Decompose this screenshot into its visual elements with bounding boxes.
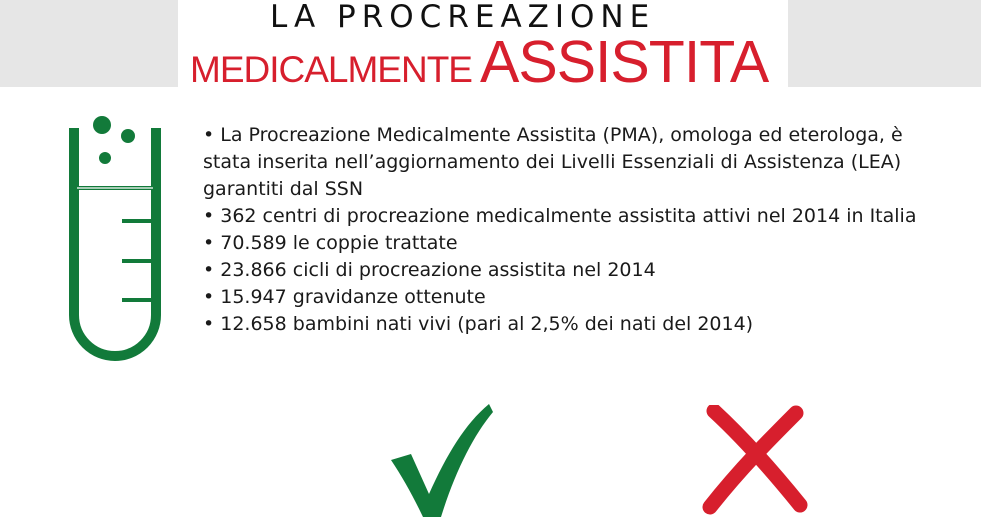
subtitle-medicalmente: MEDICALMENTE [190,49,472,90]
fact-item-coppie: • 70.589 le coppie trattate [203,232,458,254]
fact-item-bambini: • 12.658 bambini nati vivi (pari al 2,5% dei nati del 2014) [203,313,754,335]
fact-item-gravidanze: • 15.947 gravidanze ottenute [203,286,486,308]
cross-icon [700,405,808,515]
page-title: LA PROCREAZIONE [270,0,656,35]
page-subtitle [190,29,769,95]
subtitle-assistita: ASSISTITA [479,29,769,95]
fact-item-cicli: • 23.866 cicli di procreazione assistita nel 2014 [203,259,656,281]
facts-list [203,122,943,338]
fact-item-centri: • 362 centri di procreazione medicalmente assistita attivi nel 2014 in Italia [203,205,917,227]
test-tube-icon [60,110,170,375]
header-band-left [0,0,178,87]
check-icon [385,398,495,517]
fact-item-pma-lea: • La Procreazione Medicalmente Assistita (PMA), omologa ed eterologa, è stata inserita nell’aggiornamento dei Livelli Essenziali di Assistenza (LEA) garantiti dal SSN [203,124,903,200]
header-band-right [788,0,981,87]
